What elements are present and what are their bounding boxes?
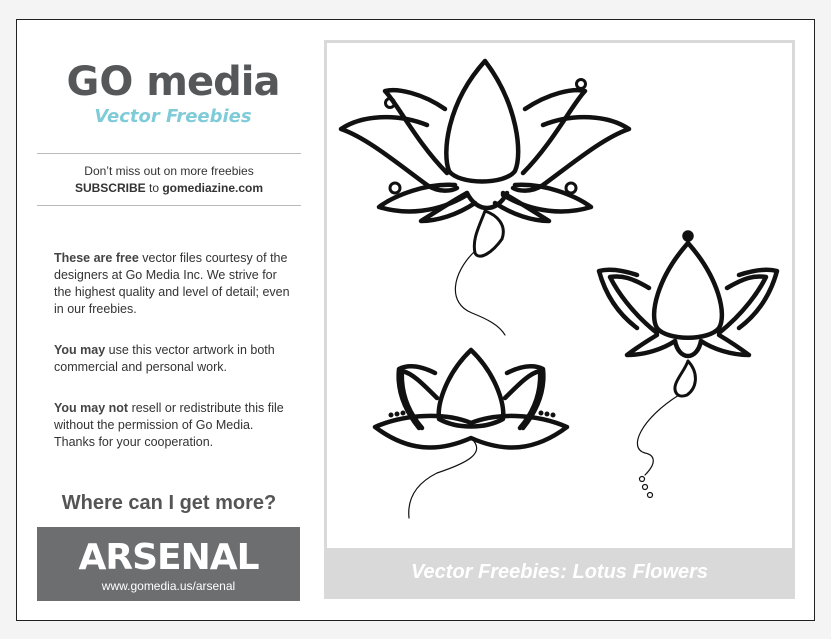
subscribe-line: Don’t miss out on more freebies [84, 164, 254, 178]
you-may-paragraph [54, 342, 294, 376]
subscribe-link[interactable]: gomediazine.com [162, 181, 264, 195]
you-may-not-paragraph [54, 400, 294, 451]
lotus-flower-small-icon [375, 350, 567, 518]
subscribe-to-text: to [145, 181, 163, 195]
more-heading: Where can I get more? [61, 492, 277, 514]
logo-tagline: Vector Freebies [94, 106, 252, 127]
lotus-artwork [327, 43, 792, 548]
free-files-paragraph [54, 250, 294, 318]
subscribe-cta-line [37, 180, 301, 197]
free-files-bold: These are free [54, 251, 139, 265]
go-media-logo [63, 60, 283, 104]
free-files-text: vector files courtesy of the designers at Go Media Inc. We strive for the highest quality and level of detail; even in our freebies. [54, 251, 290, 316]
lotus-flower-medium-icon [599, 233, 777, 498]
logo-media-text: media [133, 59, 280, 105]
you-may-text: use this vector artwork in both commercial and personal work. [54, 343, 275, 374]
preview-panel [324, 40, 795, 599]
divider-bottom [37, 205, 301, 206]
you-may-bold: You may [54, 343, 106, 357]
subscribe-label: SUBSCRIBE [74, 181, 146, 195]
arsenal-title: ARSENAL [78, 537, 259, 578]
info-panel [17, 20, 317, 620]
subscribe-block [37, 163, 301, 197]
divider-top [37, 153, 301, 154]
you-may-not-text: resell or redistribute this file without the permission of Go Media. Thanks for your cooperation. [54, 401, 284, 449]
arsenal-banner[interactable] [37, 527, 300, 601]
lotus-flower-large-icon [341, 61, 629, 335]
logo-go-text: GO [66, 59, 134, 105]
freebie-sheet [16, 19, 815, 621]
preview-caption: Vector Freebies: Lotus Flowers [327, 548, 792, 596]
arsenal-url[interactable]: www.gomedia.us/arsenal [101, 579, 236, 593]
you-may-not-bold: You may not [54, 401, 129, 415]
